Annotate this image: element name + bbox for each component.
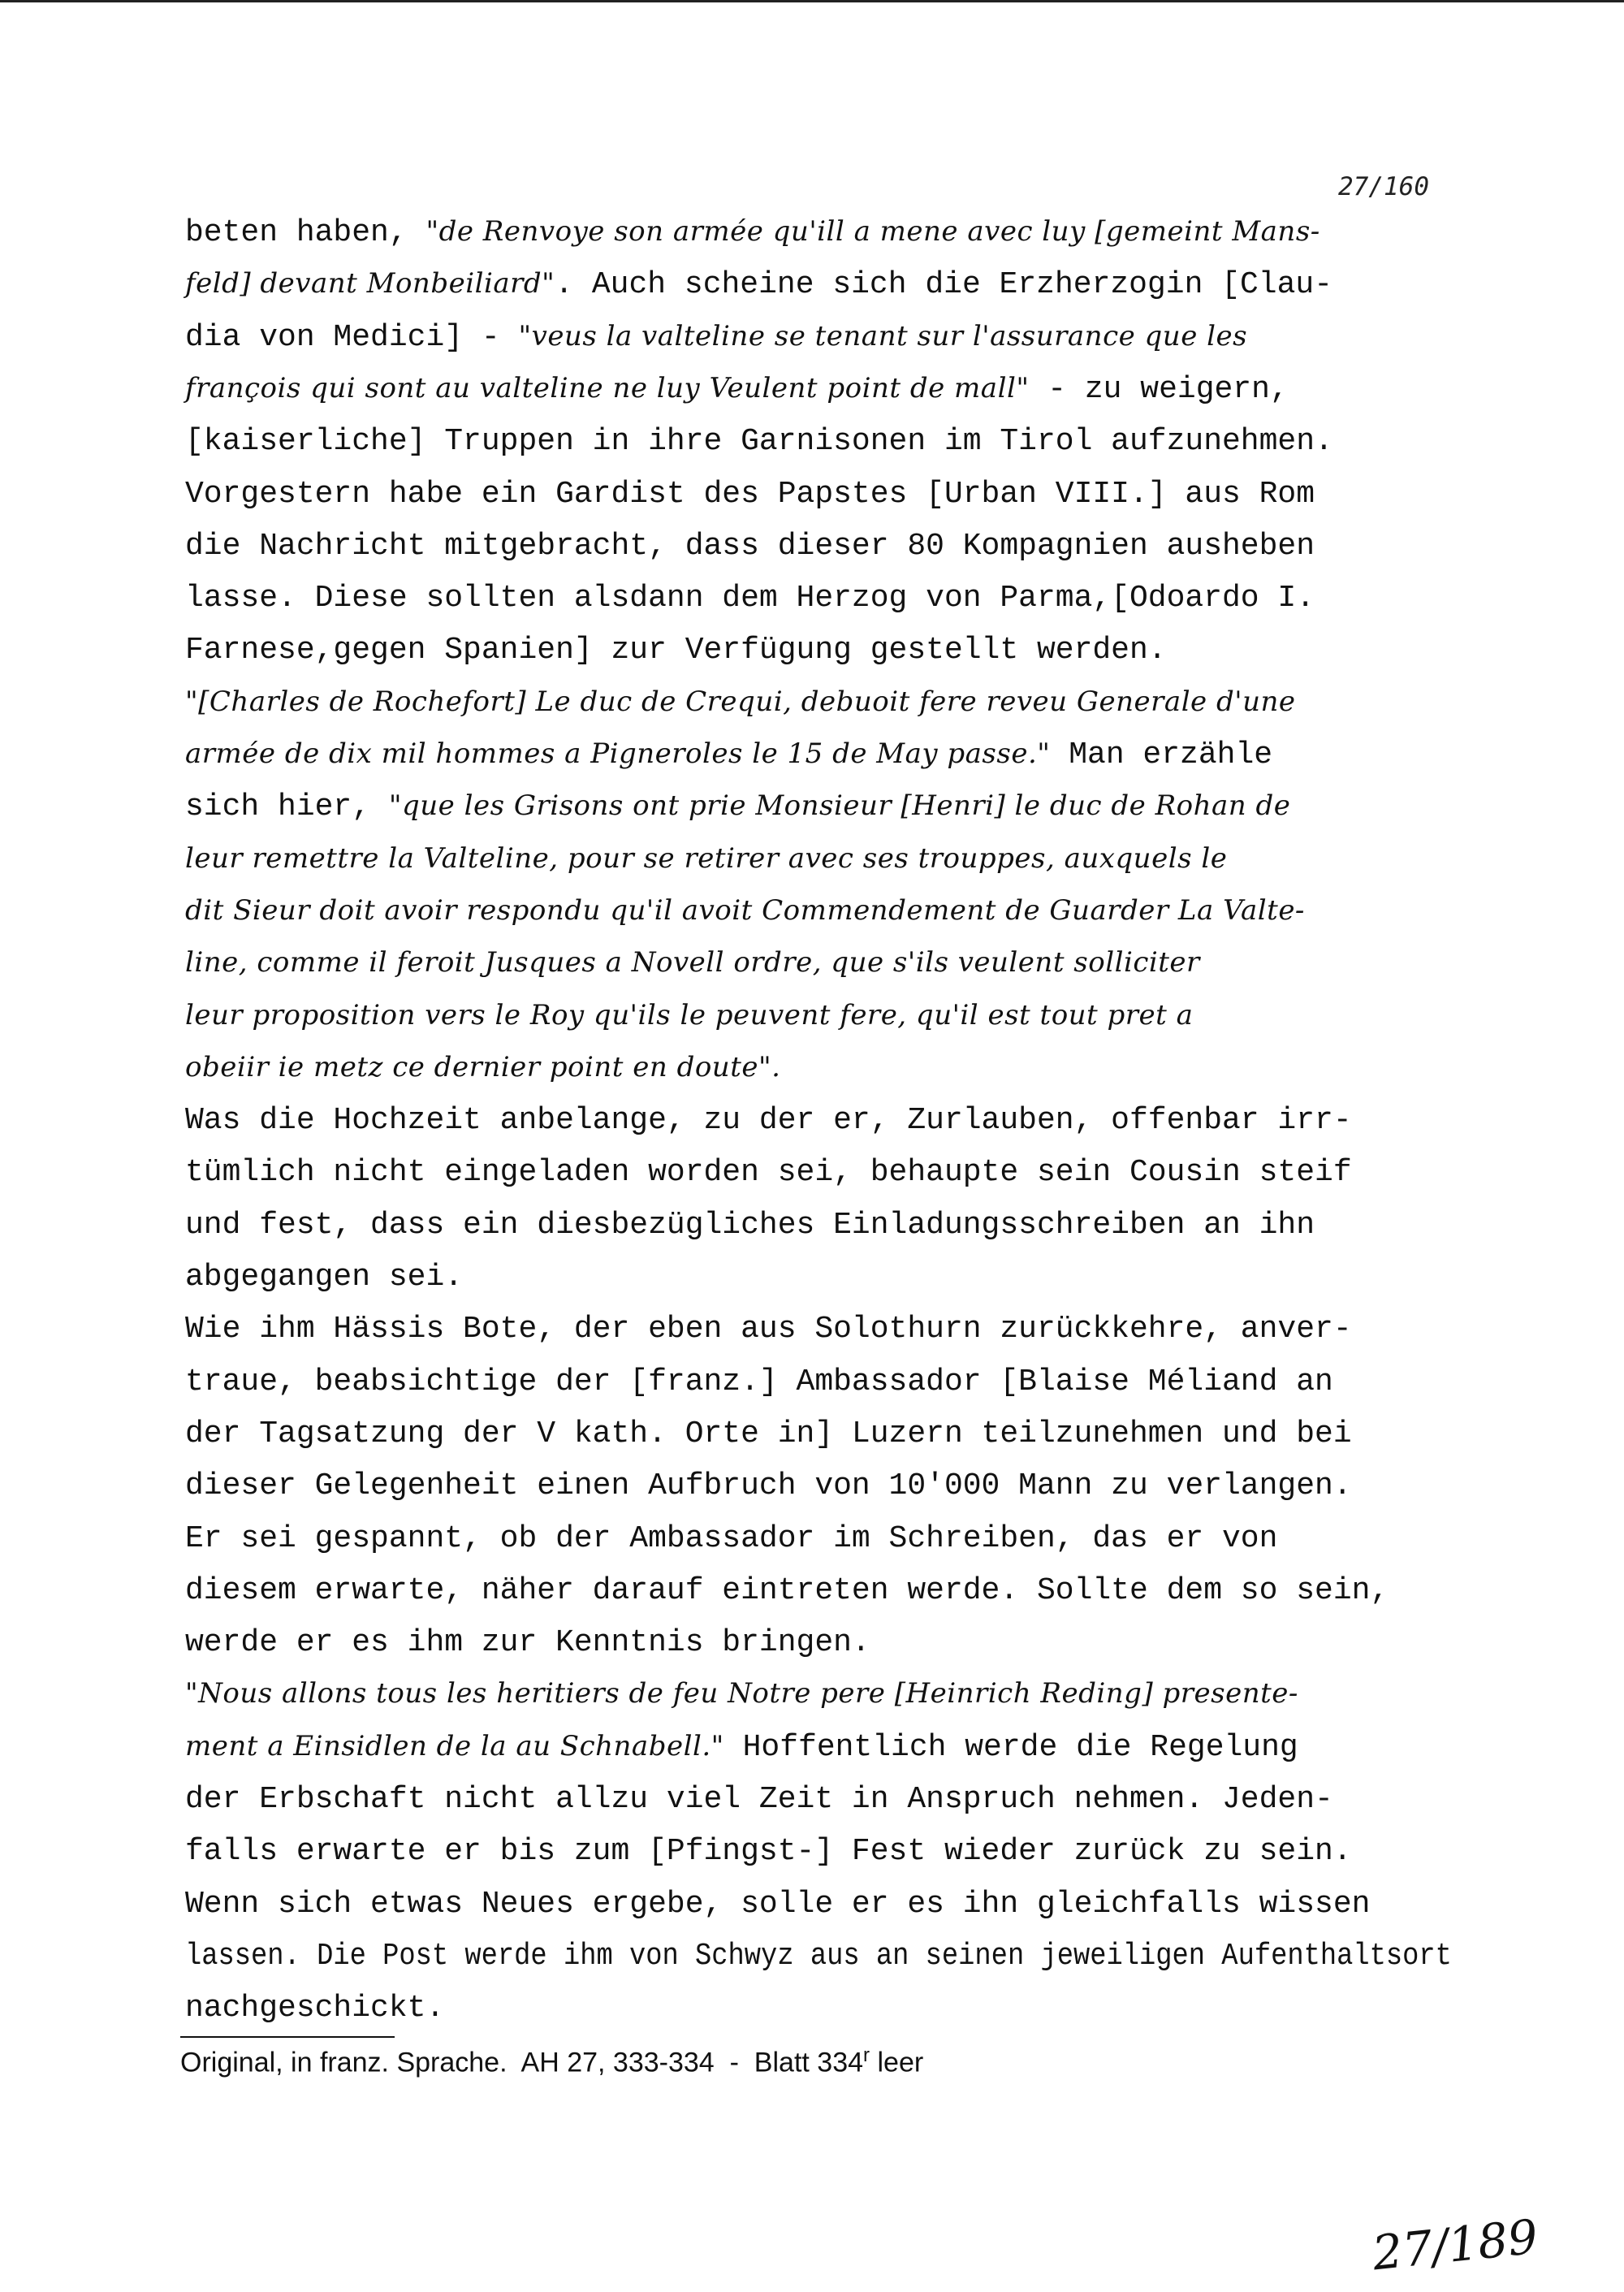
german-text: Farnese,gegen Spanien] zur Verfügung gestellt werden. [185,633,1167,668]
text-line [185,1993,444,2024]
page-number: 27/160 [1338,172,1429,201]
text-line [185,531,1315,562]
german-text: Wenn sich etwas Neues ergebe, solle er es ihn gleichfalls wissen [185,1887,1371,1922]
quoted-french-text: feld] devant Monbeiliard" [185,267,555,300]
text-line [185,1105,1352,1136]
text-line [185,737,1273,772]
footnote-rule [180,2036,395,2038]
text-line [185,894,1305,928]
german-text: Wie ihm Hässis Bote, der eben aus Solothurn zurückkehre, anver- [185,1312,1352,1347]
text-line [185,946,1200,980]
german-text: tümlich nicht eingeladen worden sei, behaupte sein Cousin steif [185,1155,1352,1190]
text-line [185,1468,1352,1503]
text-line [185,374,1289,405]
german-text: lassen. Die Post werde ihm von Schwyz aus an seinen jeweiligen Aufenthaltsort [185,1939,1452,1974]
german-text: Man erzähle [1050,737,1273,772]
page-top-border [0,0,1624,2]
german-text: . Auch scheine sich die Erzherzogin [Clau- [555,267,1333,302]
quoted-french-text: "que les Grisons ont prie Monsieur [Henri] le duc de Rohan de [388,789,1291,822]
text-line [185,1784,1333,1815]
quoted-french-text: leur proposition vers le Roy qu'ils le peuvent fere, qu'il est tout pret a [185,999,1194,1031]
german-text: dieser Gelegenheit einen Aufbruch von 10'000 Mann zu verlangen. [185,1468,1352,1503]
text-line [185,583,1315,614]
german-text: Vorgestern habe ein Gardist des Papstes [Urban VIII.] aus Rom [185,477,1315,512]
handwritten-folio-number: 27/189 [1370,2208,1541,2281]
text-line [185,1416,1352,1451]
footnote [180,2044,923,2078]
text-line [185,479,1315,510]
text-line [185,1941,1452,1972]
quoted-french-text: dit Sieur doit avoir respondu qu'il avoit Commendement de Guarder La Valte- [185,894,1305,927]
quoted-french-text: obeiir ie metz ce dernier point en doute". [185,1051,781,1083]
quoted-french-text: leur remettre la Valteline, pour se retirer avec ses trouppes, auxquels le [185,842,1228,875]
text-line [185,267,1333,302]
text-line [185,1732,1298,1763]
quoted-french-text: françois qui sont au valteline ne luy Veulent point de mall" [185,372,1030,404]
german-text: nachgeschickt. [185,1991,445,2026]
quoted-french-text: armée de dix mil hommes a Pigneroles le 15 de May passe." [185,737,1051,770]
german-text: Hoffentlich werde die Regelung [723,1730,1298,1765]
german-text: dia von Medici] - [185,320,519,355]
german-text: diesem erwarte, näher darauf eintreten werde. Sollte dem so sein, [185,1573,1389,1608]
text-line [185,1001,1193,1032]
text-line [185,1521,1278,1556]
german-text: Er sei gespannt, ob der Ambassador im Schreiben, das er von [185,1521,1278,1556]
text-line [185,685,1296,719]
text-line [185,1677,1298,1710]
text-line [185,1625,870,1660]
footnote-superscript: r [863,2044,870,2066]
quoted-french-text: "de Renvoye son armée qu'ill a mene avec luy [gemeint Mans- [425,215,1320,248]
german-text: und fest, dass ein diesbezügliches Einladungsschreiben an ihn [185,1208,1315,1243]
german-text: der Erbschaft nicht allzu viel Zeit in Anspruch nehmen. Jeden- [185,1782,1333,1817]
quoted-french-text: ment a Einsidlen de la au Schnabell." [185,1730,724,1762]
text-line [185,1889,1370,1920]
german-text: der Tagsatzung der V kath. Orte in] Luzern teilzunehmen und bei [185,1416,1352,1451]
footnote-text: Original, in franz. Sprache. AH 27, 333-334 - Blatt 334 [180,2047,864,2078]
text-line [185,1573,1389,1608]
german-text: Was die Hochzeit anbelange, zu der er, Zurlauben, offenbar irr- [185,1103,1352,1138]
german-text: lasse. Diese sollten alsdann dem Herzog von Parma,[Odoardo I. [185,581,1315,616]
german-text: sich hier, [185,789,389,824]
german-text: werde er es ihm zur Kenntnis bringen. [185,1625,870,1660]
text-line [185,1262,463,1293]
footnote-tail: leer [870,2047,924,2078]
german-text: - zu weigern, [1029,372,1289,407]
text-line [185,635,1167,666]
quoted-french-text: "Nous allons tous les heritiers de feu Notre pere [Heinrich Reding] presente- [185,1677,1298,1710]
text-line [185,1053,780,1084]
text-line [185,1157,1352,1188]
text-line [185,1314,1352,1345]
text-line [185,322,1247,353]
text-line [185,1364,1333,1399]
text-line [185,1836,1352,1867]
german-text: beten haben, [185,215,426,250]
text-line [185,426,1333,457]
quoted-french-text: "[Charles de Rochefort] Le duc de Crequi, debuoit fere reveu Generale d'une [185,685,1296,718]
text-line [185,789,1291,824]
quoted-french-text: "veus la valteline se tenant sur l'assurance que les [518,320,1248,352]
quoted-french-text: line, comme il feroit Jusques a Novell ordre, que s'ils veulent solliciter [185,946,1200,979]
text-line [185,842,1228,876]
german-text: traue, beabsichtige der [franz.] Ambassador [Blaise Méliand an [185,1364,1333,1399]
german-text: die Nachricht mitgebracht, dass dieser 80 Kompagnien ausheben [185,529,1315,564]
german-text: [kaiserliche] Truppen in ihre Garnisonen im Tirol aufzunehmen. [185,424,1333,459]
german-text: abgegangen sei. [185,1260,464,1295]
text-line [185,215,1320,250]
text-line [185,1210,1315,1241]
german-text: falls erwarte er bis zum [Pfingst-] Fest wieder zurück zu sein. [185,1834,1352,1869]
